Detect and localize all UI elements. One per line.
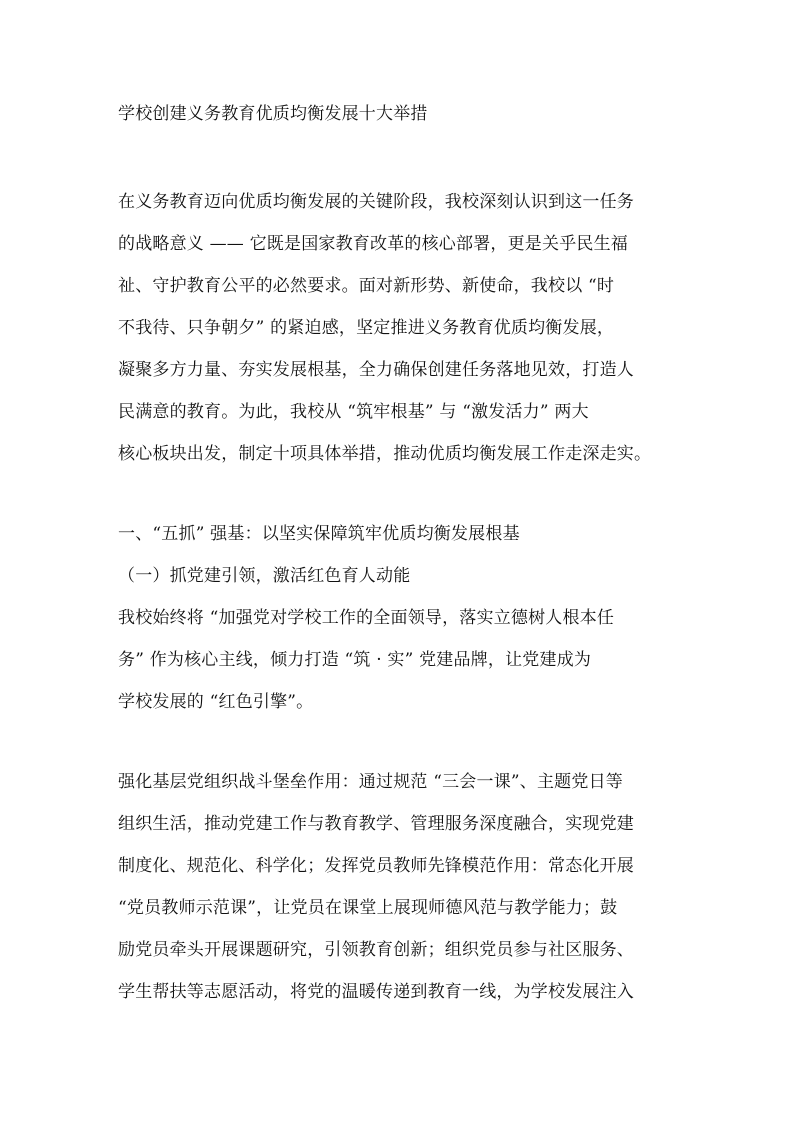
intro-line: 祉、守护教育公平的必然要求。面对新形势、新使命，我校以 “时 [118, 276, 615, 296]
intro-line: 凝聚多方力量、夯实发展根基，全力确保创建任务落地见效，打造人 [118, 360, 634, 380]
paragraph-line: 务” 作为核心主线，倾力打造 “筑 · 实” 党建品牌，让党建成为 [118, 650, 592, 670]
paragraph-line: 学校发展的 “红色引擎”。 [118, 692, 314, 712]
document-title: 学校创建义务教育优质均衡发展十大举措 [118, 104, 428, 124]
intro-line: 在义务教育迈向优质均衡发展的关键阶段，我校深刻认识到这一任务 [118, 192, 634, 212]
intro-line: 的战略意义 —— 它既是国家教育改革的核心部署，更是关乎民生福 [118, 234, 629, 254]
paragraph-line: 学生帮扶等志愿活动，将党的温暖传递到教育一线，为学校发展注入 [118, 982, 634, 1002]
paragraph-line: 组织生活，推动党建工作与教育教学、管理服务深度融合，实现党建 [118, 814, 634, 834]
intro-line: 民满意的教育。为此，我校从 “筑牢根基” 与 “激发活力” 两大 [118, 402, 589, 422]
paragraph-line: 制度化、规范化、科学化；发挥党员教师先锋模范作用：常态化开展 [118, 856, 634, 876]
section-heading: 一、“五抓” 强基：以坚实保障筑牢优质均衡发展根基 [118, 524, 520, 544]
paragraph-line: 我校始终将 “加强党对学校工作的全面领导，落实立德树人根本任 [118, 608, 615, 628]
subsection-heading: （一）抓党建引领，激活红色育人动能 [118, 566, 411, 586]
paragraph-line: 励党员牵头开展课题研究，引领教育创新；组织党员参与社区服务、 [118, 940, 634, 960]
intro-line: 核心板块出发，制定十项具体举措，推动优质均衡发展工作走深走实。 [118, 444, 652, 464]
paragraph-line: 强化基层党组织战斗堡垒作用：通过规范 “三会一课”、主题党日等 [118, 772, 623, 792]
paragraph-line: “党员教师示范课”，让党员在课堂上展现师德风范与教学能力；鼓 [118, 898, 618, 918]
intro-line: 不我待、只争朝夕” 的紧迫感，坚定推进义务教育优质均衡发展， [118, 318, 615, 338]
